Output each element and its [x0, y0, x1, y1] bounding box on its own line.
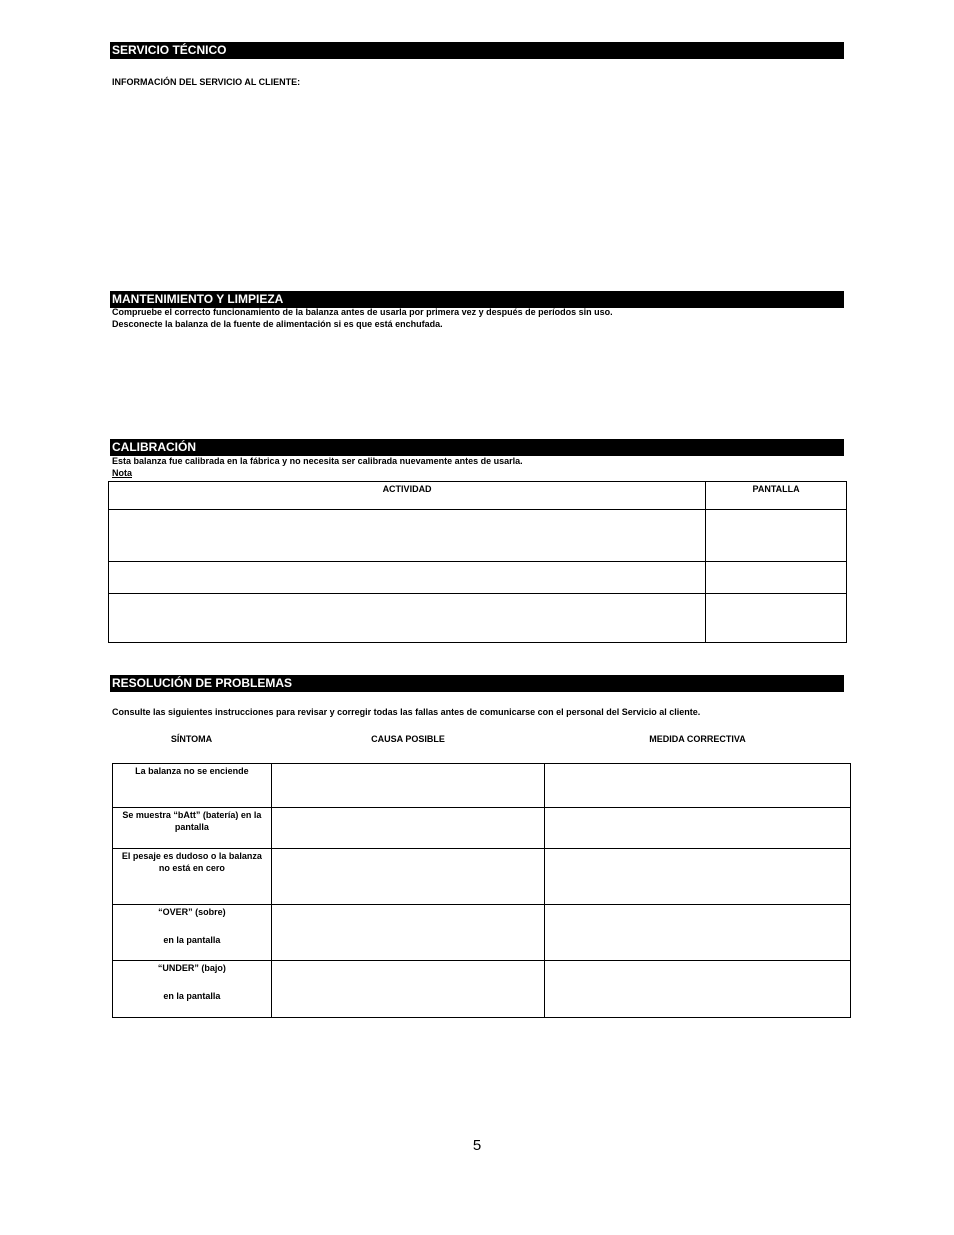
calibration-line-1: Esta balanza fue calibrada en la fábrica y no necesita ser calibrada nuevamente antes de usarla.: [112, 456, 523, 466]
table-cell: [109, 594, 706, 643]
table-row: [113, 905, 851, 961]
table-cell: [545, 808, 851, 849]
troubleshooting-intro: Consulte las siguientes instrucciones para revisar y corregir todas las fallas antes de comunicarse con el personal del Servicio al cliente.: [112, 707, 701, 717]
calibration-note-label: Nota: [112, 468, 132, 478]
table-cell: [706, 510, 847, 562]
maintenance-line-1: Compruebe el correcto funcionamiento de la balanza antes de usarla por primera vez y después de períodos sin uso.: [112, 307, 613, 317]
table-row: [109, 594, 847, 643]
header-causa-posible: CAUSA POSIBLE: [371, 734, 445, 744]
symptom-cell: El pesaje es dudoso o la balanza no está en cero: [113, 849, 272, 905]
table-cell: [706, 562, 847, 594]
table-cell: [545, 961, 851, 1018]
symptom-cell: “UNDER” (bajo) en la pantalla: [113, 961, 272, 1018]
table-cell: [545, 849, 851, 905]
table-row: [109, 510, 847, 562]
table-cell: [271, 849, 545, 905]
section-title-resolucion: RESOLUCIÓN DE PROBLEMAS: [110, 675, 844, 692]
table-cell: [271, 764, 545, 808]
table-row: [113, 808, 851, 849]
customer-service-info-label: INFORMACIÓN DEL SERVICIO AL CLIENTE:: [112, 77, 301, 87]
table-cell: [109, 510, 706, 562]
table-cell: [706, 594, 847, 643]
section-title-calibracion: CALIBRACIÓN: [110, 439, 844, 456]
table-row: [109, 562, 847, 594]
table-row: [113, 961, 851, 1018]
header-medida-correctiva: MEDIDA CORRECTIVA: [649, 734, 746, 744]
table-row: [113, 849, 851, 905]
table-cell: [271, 905, 545, 961]
section-title-servicio: SERVICIO TÉCNICO: [110, 42, 844, 59]
calibration-table: [108, 481, 847, 643]
table-cell: [109, 562, 706, 594]
table-cell: [545, 905, 851, 961]
symptom-cell: “OVER” (sobre) en la pantalla: [113, 905, 272, 961]
header-sintoma: SÍNTOMA: [170, 734, 213, 744]
table-cell: [545, 764, 851, 808]
symptom-cell: La balanza no se enciende: [113, 764, 272, 808]
troubleshooting-table: [112, 763, 851, 1018]
table-row: [113, 764, 851, 808]
table-cell: [271, 961, 545, 1018]
table-cell: [271, 808, 545, 849]
symptom-cell: Se muestra “bAtt” (batería) en la pantalla: [113, 808, 272, 849]
page-number: 5: [472, 1137, 482, 1154]
section-title-mantenimiento: MANTENIMIENTO Y LIMPIEZA: [110, 291, 844, 308]
calibration-header-pantalla: PANTALLA: [706, 482, 847, 510]
maintenance-line-2: Desconecte la balanza de la fuente de alimentación si es que está enchufada.: [112, 319, 443, 329]
calibration-header-actividad: ACTIVIDAD: [109, 482, 706, 510]
